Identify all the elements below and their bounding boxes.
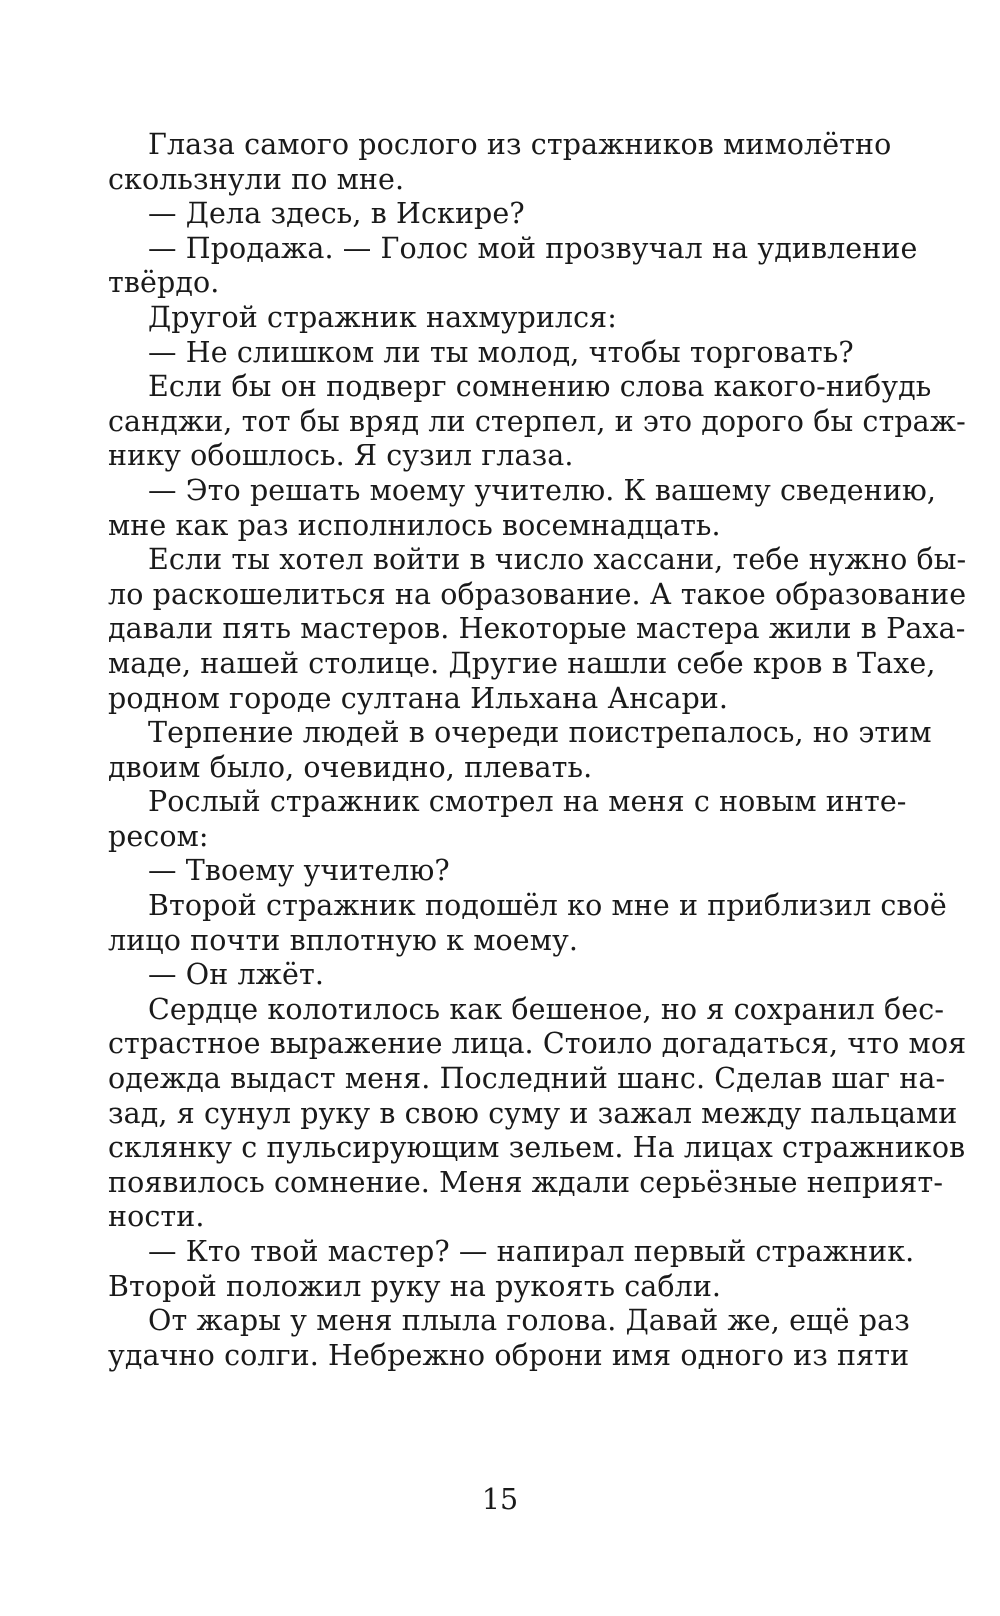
page-body [108, 128, 967, 1373]
text-line: Терпение людей в очереди поистрепалось, но этим [148, 716, 932, 750]
text-line: давали пять мастеров. Некоторые мастера жили в Раха- [108, 612, 966, 646]
text-line: лицо почти вплотную к моему. [108, 923, 579, 957]
text-line: — Это решать моему учителю. К вашему сведению, [148, 473, 937, 507]
text-line: страстное выражение лица. Стоило догадаться, что моя [108, 1027, 967, 1061]
text-line: Если ты хотел войти в число хассани, тебе нужно бы- [148, 543, 967, 577]
text-line: — Продажа. — Голос мой прозвучал на удивление [148, 231, 918, 265]
text-line: маде, нашей столице. Другие нашли себе кров в Тахе, [108, 646, 936, 680]
text-line: ности. [108, 1200, 205, 1234]
text-line: — Не слишком ли ты молод, чтобы торговать? [148, 335, 854, 369]
text-line: санджи, тот бы вряд ли стерпел, и это дорого бы страж- [108, 404, 966, 438]
text-line: Сердце колотилось как бешеное, но я сохранил бес- [148, 992, 945, 1026]
text-line: Рослый стражник смотрел на меня с новым инте- [148, 785, 907, 819]
text-line: — Дела здесь, в Искире? [148, 197, 525, 231]
text-line: От жары у меня плыла голова. Давай же, ещё раз [148, 1304, 910, 1338]
text-line: двоим было, очевидно, плевать. [108, 750, 593, 784]
page-number: 15 [481, 1483, 519, 1516]
text-line: появилось сомнение. Меня ждали серьёзные неприят- [108, 1165, 944, 1199]
text-line: твёрдо. [108, 266, 220, 300]
text-line: мне как раз исполнилось восемнадцать. [108, 508, 721, 542]
text-line: — Твоему учителю? [148, 854, 450, 888]
text-line: родном городе султана Ильхана Ансари. [108, 681, 729, 715]
text-line: Второй положил руку на рукоять сабли. [108, 1269, 722, 1303]
text-line: удачно солги. Небрежно оброни имя одного из пяти [108, 1338, 910, 1372]
text-line: Второй стражник подошёл ко мне и приблизил своё [148, 889, 947, 923]
text-line: ресом: [108, 819, 209, 853]
text-line: — Кто твой мастер? — напирал первый стражник. [148, 1235, 915, 1268]
text-line: — Он лжёт. [148, 958, 324, 992]
text-line: нику обошлось. Я сузил глаза. [108, 439, 574, 473]
text-line: одежда выдаст меня. Последний шанс. Сделав шаг на- [108, 1062, 946, 1096]
text-line: Другой стражник нахмурился: [148, 300, 617, 334]
text-line: скользнули по мне. [108, 162, 405, 196]
text-line: ло раскошелиться на образование. А такое образование [108, 577, 967, 611]
text-line: Если бы он подверг сомнению слова какого-нибудь [148, 370, 932, 404]
text-line: Глаза самого рослого из стражников мимолётно [148, 128, 892, 161]
text-line: склянку с пульсирующим зельем. На лицах стражников [108, 1131, 966, 1165]
text-line: зад, я сунул руку в свою суму и зажал между пальцами [108, 1096, 958, 1130]
